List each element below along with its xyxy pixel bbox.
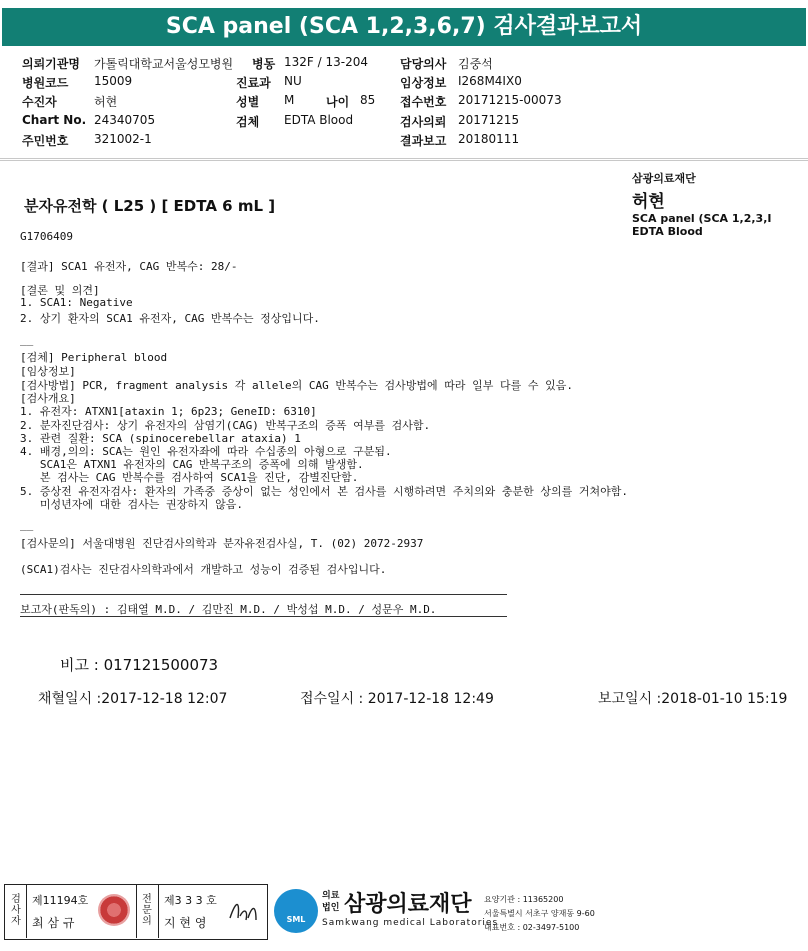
clinical-info-label: 임상정보 bbox=[400, 76, 447, 90]
stamp-test: SCA panel (SCA 1,2,3,I bbox=[632, 212, 772, 225]
patient-value: 허현 bbox=[94, 95, 118, 109]
section-title: 분자유전학 ( L25 ) [ EDTA 6 mL ] bbox=[24, 197, 276, 215]
specialist-name: 지 현 영 bbox=[164, 916, 207, 930]
report-line: 2. 상기 환자의 SCA1 유전자, CAG 반복수는 정상입니다. bbox=[20, 312, 320, 325]
hospital-code-label: 병원코드 bbox=[22, 76, 69, 90]
signature-divider bbox=[158, 884, 159, 938]
technician-name: 최 삼 규 bbox=[32, 916, 75, 930]
dept-label: 진료과 bbox=[236, 76, 271, 90]
age-label: 나이 bbox=[326, 95, 350, 109]
age-value: 85 bbox=[360, 93, 376, 107]
dept-value: NU bbox=[284, 74, 302, 88]
report-line: [검사방법] PCR, fragment analysis 각 allele의 CAG 반복수는 검사방법에 따라 일부 다를 수 있음. bbox=[20, 379, 574, 392]
report-line: 보고자(판독의) : 김태열 M.D. / 김만진 M.D. / 박성섭 M.D. / 성문우 M.D. bbox=[20, 603, 437, 616]
report-line: [결과] SCA1 유전자, CAG 반복수: 28/- bbox=[20, 260, 238, 273]
org-english-name: Samkwang medical Laboratories bbox=[322, 918, 499, 928]
report-line: [검사문의] 서울대병원 진단검사의학과 분자유전검사실, T. (02) 2072-2937 bbox=[20, 537, 424, 550]
report-line: [결론 및 의견] bbox=[20, 284, 100, 297]
patient-label: 수진자 bbox=[22, 95, 57, 109]
signature-separator-top bbox=[20, 594, 507, 595]
request-label: 검사의뢰 bbox=[400, 115, 447, 129]
header-divider-2 bbox=[0, 160, 808, 161]
specimen-value: EDTA Blood bbox=[284, 113, 354, 127]
stamp-specimen: EDTA Blood bbox=[632, 225, 703, 238]
report-line: 2. 분자진단검사: 상기 유전자의 삼염기(CAG) 반복구조의 증폭 여부를 검사함. bbox=[20, 419, 431, 432]
ward-label: 병동 bbox=[252, 57, 276, 71]
report-date-label: 결과보고 bbox=[400, 134, 447, 148]
id-value: 321002-1 bbox=[94, 132, 152, 146]
receipt-no-label: 접수번호 bbox=[400, 95, 447, 109]
report-line: __ bbox=[20, 333, 34, 346]
report-line: [검사개요] bbox=[20, 392, 76, 405]
org-name: 삼광의료재단 bbox=[344, 892, 472, 917]
footer bbox=[4, 884, 804, 944]
report-line: 5. 증상전 유전자검사: 환자의 가족중 증상이 없는 성인에서 본 검사를 시행하려면 주치의와 충분한 상의를 거쳐야함. bbox=[20, 485, 628, 498]
report-line: [검체] Peripheral blood bbox=[20, 351, 168, 364]
seal-icon bbox=[98, 894, 130, 926]
sex-value: M bbox=[284, 93, 295, 107]
report-line: 미성년자에 대한 검사는 권장하지 않음. bbox=[20, 498, 243, 511]
org-type: 의료 법인 bbox=[322, 891, 340, 913]
report-date-value: 20180111 bbox=[458, 132, 520, 146]
technician-license: 제11194호 bbox=[32, 894, 89, 907]
stamp-org: 삼광의료재단 bbox=[632, 172, 696, 185]
org-info-code: 요양기관 : 11365200 bbox=[484, 895, 564, 904]
report-line: [임상정보] bbox=[20, 365, 76, 378]
remarks: 비고 : 017121500073 bbox=[60, 656, 219, 674]
receipt-datetime: 접수일시 : 2017-12-18 12:49 bbox=[300, 691, 494, 707]
id-label: 주민번호 bbox=[22, 134, 69, 148]
clinical-info-value: I268M4IX0 bbox=[458, 74, 522, 88]
report-line: 1. 유전자: ATXN1[ataxin 1; 6p23; GeneID: 6310] bbox=[20, 405, 317, 418]
receipt-no-value: 20171215-00073 bbox=[458, 93, 562, 107]
collection-datetime: 채혈일시 :2017-12-18 12:07 bbox=[38, 691, 228, 707]
patient-header bbox=[20, 52, 800, 152]
stamp-patient-name: 허현 bbox=[632, 192, 665, 212]
report-line: 1. SCA1: Negative bbox=[20, 296, 133, 309]
report-line: __ bbox=[20, 518, 34, 531]
report-line: (SCA1)검사는 진단검사의학과에서 개발하고 성능이 검증된 검사입니다. bbox=[20, 563, 387, 576]
request-value: 20171215 bbox=[458, 113, 520, 127]
institution-value: 가톨릭대학교서울성모병원 bbox=[94, 57, 234, 71]
org-info-address: 서울특별시 서초구 양재동 9-60 bbox=[484, 909, 595, 918]
chart-label: Chart No. bbox=[22, 113, 87, 127]
signature-icon bbox=[226, 898, 260, 924]
signature-divider bbox=[136, 884, 137, 938]
chart-value: 24340705 bbox=[94, 113, 156, 127]
sml-logo-icon: SML bbox=[274, 889, 318, 933]
ward-value: 132F / 13-204 bbox=[284, 55, 368, 69]
signature-divider bbox=[26, 884, 27, 938]
header-divider bbox=[0, 158, 808, 159]
org-info-phone: 대표번호 : 02-3497-5100 bbox=[484, 923, 580, 932]
hospital-code-value: 15009 bbox=[94, 74, 133, 88]
technician-label: 검사자 bbox=[11, 894, 21, 927]
specialist-license: 제3 3 3 호 bbox=[164, 894, 217, 907]
report-line: 3. 관련 질환: SCA (spinocerebellar ataxia) 1 bbox=[20, 432, 301, 445]
signature-separator-bottom bbox=[20, 616, 507, 617]
report-datetime: 보고일시 :2018-01-10 15:19 bbox=[598, 691, 788, 707]
doctor-value: 김중석 bbox=[458, 57, 493, 71]
sex-label: 성별 bbox=[236, 95, 260, 109]
doctor-label: 담당의사 bbox=[400, 57, 447, 71]
specimen-label: 검체 bbox=[236, 115, 260, 129]
report-line: G1706409 bbox=[20, 230, 73, 243]
report-title: SCA panel (SCA 1,2,3,6,7) 검사결과보고서 bbox=[2, 8, 806, 46]
institution-label: 의뢰기관명 bbox=[22, 57, 80, 71]
report-line: 4. 배경,의의: SCA는 원인 유전자좌에 따라 수십종의 아형으로 구분됨. bbox=[20, 445, 392, 458]
specialist-label: 전문의 bbox=[142, 894, 152, 927]
report-line: SCA1은 ATXN1 유전자의 CAG 반복구조의 증폭에 의해 발생함. bbox=[20, 458, 364, 471]
specimen-stamp bbox=[632, 170, 808, 238]
report-line: 본 검사는 CAG 반복수를 검사하여 SCA1을 진단, 감별진단함. bbox=[20, 471, 359, 484]
